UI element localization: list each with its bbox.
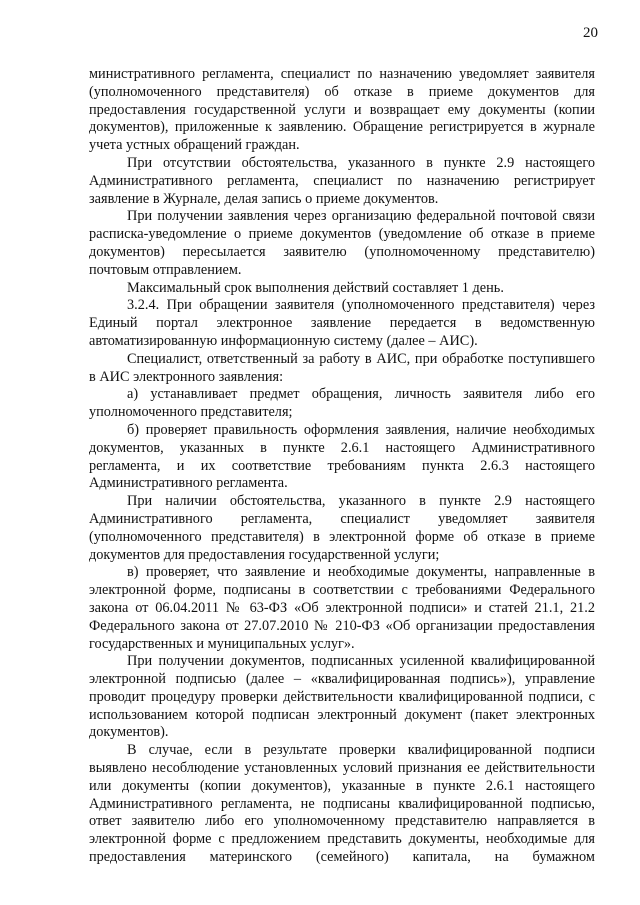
document-body (89, 66, 595, 867)
paragraph: в) проверяет, что заявление и необходимые документы, направленные в электронной форме, подписаны в соответствии с требованиями Федерального закона от 06.04.2011 № 63-ФЗ «Об электронной подписи» и статей 21.1, 21.2 Федерального закона от 27.07.2010 № 210-ФЗ «Об организации предоставления государственных и муниципальных услуг». (89, 564, 595, 652)
paragraph: министративного регламента, специалист по назначению уведомляет заявителя (уполномоченного представителя) об отказе в приеме документов для предоставления государственной услуги и возвращает ему документы (копии документов), приложенные к заявлению. Обращение регистрируется в журнале учета устных обращений граждан. (89, 66, 595, 154)
paragraph: Специалист, ответственный за работу в АИС, при обработке поступившего в АИС электронного заявления: (89, 350, 595, 385)
paragraph: Максимальный срок выполнения действий составляет 1 день. (127, 279, 504, 296)
paragraph: а) устанавливает предмет обращения, личность заявителя либо его уполномоченного представителя; (89, 386, 595, 421)
paragraph: б) проверяет правильность оформления заявления, наличие необходимых документов, указанных в пункте 2.6.1 настоящего Административного регламента, и их соответствие требованиям пункта 2.6.3 настоящего Административного регламента. (89, 421, 595, 492)
paragraph: При получении заявления через организацию федеральной почтовой связи расписка-уведомление о приеме документов (уведомление об отказе в приеме документов) пересылается заявителю (уполномоченному представителю) почтовым отправлением. (89, 208, 595, 278)
paragraph: При наличии обстоятельства, указанного в пункте 2.9 настоящего Административного регламента, специалист уведомляет заявителя (уполномоченного представителя) в электронной форме об отказе в приеме документов для предоставления государственной услуги; (89, 493, 595, 563)
page-number: 20 (583, 25, 598, 41)
paragraph: При получении документов, подписанных усиленной квалифицированной электронной подписью (далее – «квалифицированная подпись»), управление проводит процедуру проверки действительности квалифицированной подписи, с использованием которой подписан электронный документ (пакет электронных документов). (89, 653, 595, 741)
paragraph: При отсутствии обстоятельства, указанного в пункте 2.9 настоящего Административного регламента, специалист по назначению регистрирует заявление в Журнале, делая запись о приеме документов. (89, 154, 595, 207)
paragraph: В случае, если в результате проверки квалифицированной подписи выявлено несоблюдение установленных условий признания ее действительности или документы (копии документов), указанные в пункте 2.6.1 настоящего Административного регламента, не подписаны квалифицированной подписью, ответ заявителю либо его уполномоченному представителю направляется в электронной форме с предложением представить документы, необходимые для предоставления материнского (семейного) капитала, на бумажном (89, 742, 595, 866)
paragraph: 3.2.4. При обращении заявителя (уполномоченного представителя) через Единый портал электронное заявление передается в ведомственную автоматизированную информационную систему (далее – АИС). (89, 297, 595, 349)
